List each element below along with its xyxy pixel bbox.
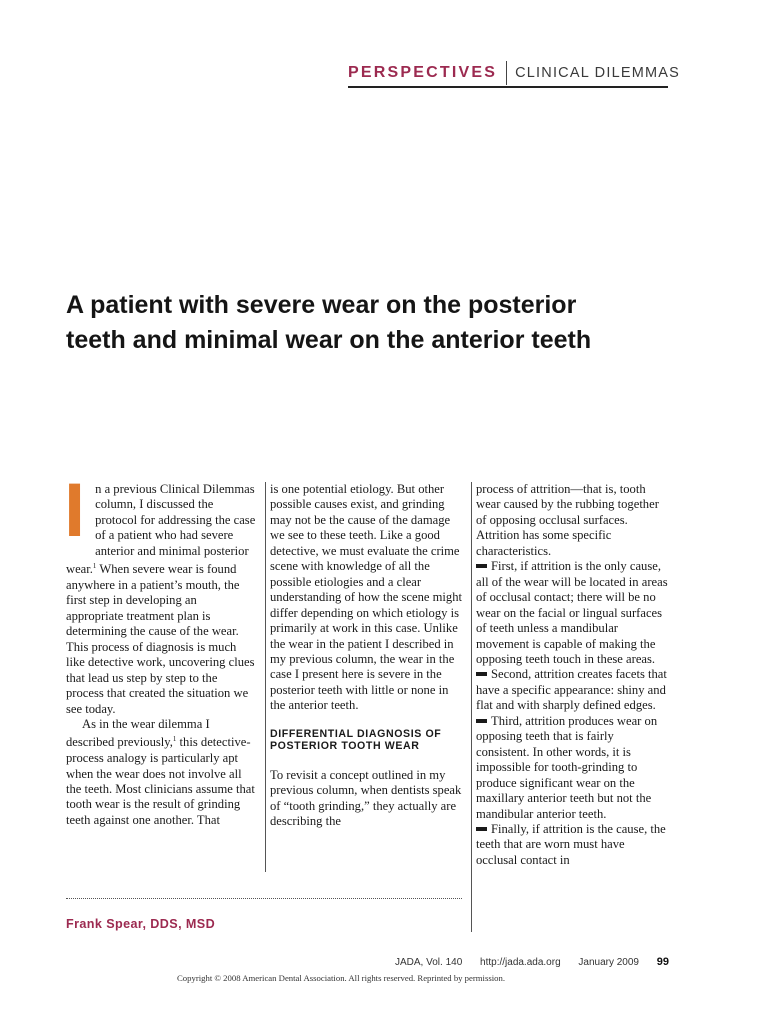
- section-header: [348, 62, 680, 84]
- issue-date: January 2009: [578, 957, 639, 968]
- bullet-dash-icon: [476, 827, 487, 831]
- bullet-text: Second, attrition creates facets that have a specific appearance: shiny and flat and with sharply defined edges.: [476, 667, 667, 713]
- bullet-text: Third, attrition produces wear on opposing teeth that is fairly consistent. In other words, it is impossible for tooth-grinding to produce significant wear on the maxillary anterior teeth but not the mandibular anterior teeth.: [476, 713, 658, 821]
- section-label: PERSPECTIVES: [348, 64, 498, 81]
- intro-paragraph: [64, 468, 256, 717]
- bullet-item: [476, 714, 668, 822]
- column-divider: [265, 482, 266, 872]
- bullet-dash-icon: [476, 719, 487, 723]
- bullet-dash-icon: [476, 672, 487, 676]
- text-column-2: [270, 482, 462, 830]
- paragraph-2-text: As in the wear dilemma I described previously,: [66, 716, 210, 750]
- author-byline: Frank Spear, DDS, MSD: [66, 917, 216, 931]
- reference-mark: 1: [172, 735, 177, 744]
- intro-text-cont: When severe wear is found anywhere in a patient’s mouth, the first step in developing an appropriate treatment plan is determining the cause of the wear. This process of diagnosis is much like detective work, uncovering clues that lead us step by step to the process that created the situation we see today.: [66, 562, 255, 716]
- bullet-item: [476, 667, 668, 713]
- article-title: A patient with severe wear on the posterior teeth and minimal wear on the anterior teeth: [66, 291, 592, 354]
- page-number: 99: [656, 956, 669, 968]
- bullet-text: Finally, if attrition is the cause, the teeth that are worn must have occlusal contact in: [476, 821, 666, 867]
- bullet-item: [476, 822, 668, 868]
- text-column-1: [64, 468, 256, 828]
- column-label: CLINICAL DILEMMAS: [515, 65, 681, 81]
- paragraph-2-text-cont: this detective-process analogy is particularly apt when the wear does not involve all the teeth. Most clinicians assume that tooth wear is the result of grinding teeth against one another. That: [66, 735, 255, 827]
- header-rule: [348, 86, 668, 88]
- text-column-3: [476, 482, 668, 868]
- copyright-notice: Copyright © 2008 American Dental Association. All rights reserved. Reprinted by permission.: [177, 973, 505, 983]
- drop-cap: I: [64, 468, 86, 553]
- bullet-text: First, if attrition is the only cause, all of the wear will be located in areas of occlusal contact; there will be no wear on the facial or lingual surfaces of teeth unless a mandibular movement is capable of making the opposing teeth touch in these areas.: [476, 559, 668, 666]
- paragraph-4: To revisit a concept outlined in my previous column, when dentists speak of “tooth grinding,” they actually are describing the: [270, 767, 462, 829]
- bullet-item: [476, 559, 668, 667]
- paragraph-5: process of attrition—that is, tooth wear caused by the rubbing together of opposing occlusal surfaces. Attrition has some specific characteristics.: [476, 482, 659, 558]
- bullet-dash-icon: [476, 564, 487, 568]
- dotted-divider: [66, 898, 462, 899]
- paragraph-2: [66, 717, 256, 828]
- section-subhead: DIFFERENTIAL DIAGNOSIS OF POSTERIOR TOOTH WEAR: [270, 727, 442, 753]
- paragraph-3: is one potential etiology. But other possible causes exist, and grinding may not be the cause of the damage we see to these teeth. Like a good detective, we must evaluate the crime scene with knowledge of all the possible etiologies and a clear understanding of how the scene might differ depending on which etiology is primarily at work in this case. Unlike the wear in the patient I described in my previous column, the wear in the case I present here is severe in the posterior teeth with little or none in the anterior teeth.: [270, 482, 463, 713]
- page-footer: [395, 956, 669, 968]
- journal-volume: JADA, Vol. 140: [395, 957, 463, 968]
- intro-text: n a previous Clinical Dilemmas column, I discussed the protocol for addressing the case of a patient who had severe anterior and minimal posterior wear.: [66, 482, 256, 577]
- reference-mark: 1: [92, 562, 97, 571]
- column-divider: [471, 482, 472, 932]
- journal-url[interactable]: http://jada.ada.org: [480, 957, 561, 968]
